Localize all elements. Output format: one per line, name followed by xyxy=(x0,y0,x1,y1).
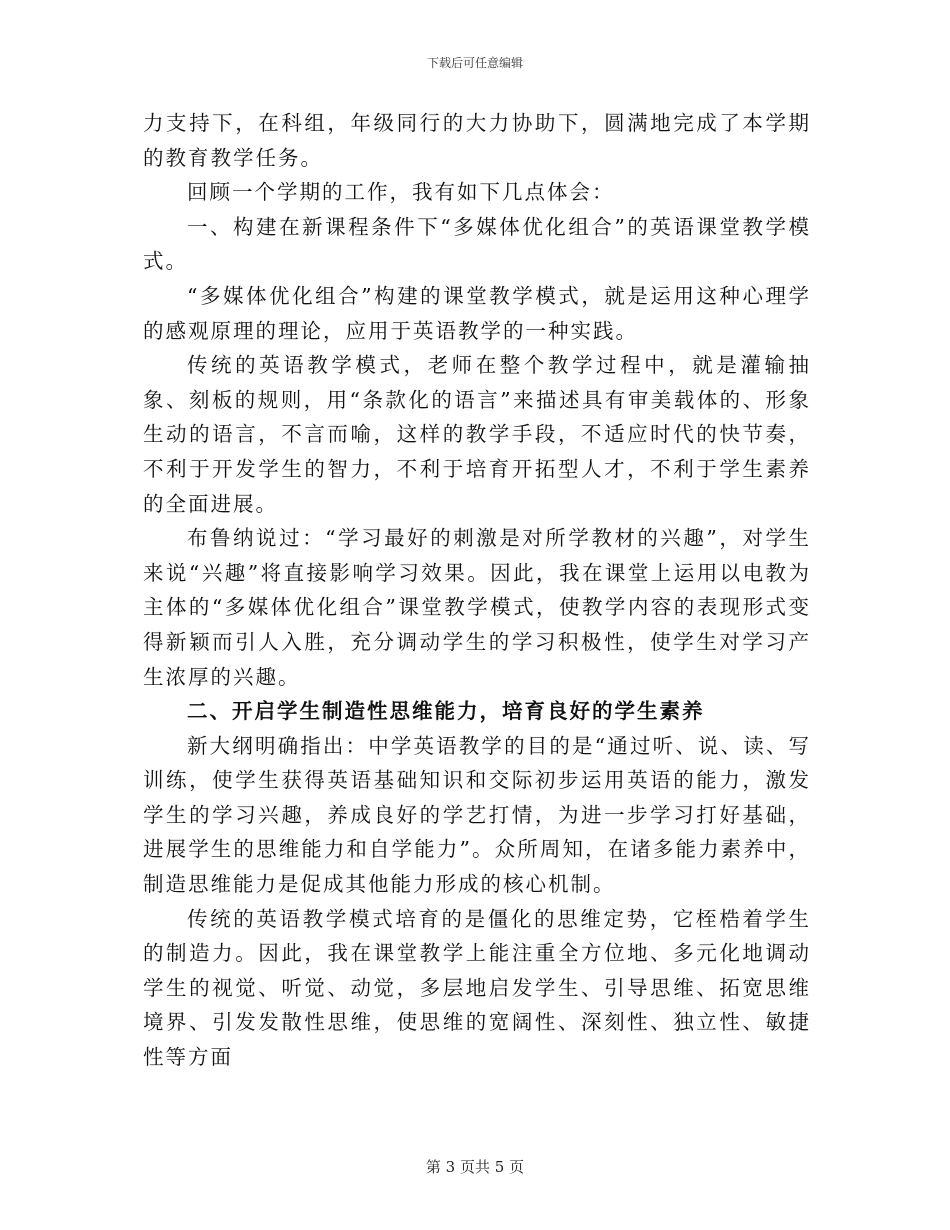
paragraph-creative-thinking: 传统的英语教学模式培育的是僵化的思维定势，它桎梏着学生的制造力。因此，我在课堂教学上能注重全方位地、多元化地调动学生的视觉、听觉、动觉，多层地启发学生、引导思维、拓宽思维境界、引发发散性思维，使思维的宽阔性、深刻性、独立性、敏捷性等方面 xyxy=(143,906,811,1070)
paragraph-multimedia-model: “多媒体优化组合”构建的课堂教学模式，就是运用这种心理学的感观原理的理论，应用于英语教学的一种实践。 xyxy=(143,283,811,343)
section-heading-one: 一、构建在新课程条件下“多媒体优化组合”的英语课堂教学模式。 xyxy=(143,214,811,274)
section-heading-two: 二、开启学生制造性思维能力，培育良好的学生素养 xyxy=(187,699,705,724)
page-header: 下载后可任意编辑 xyxy=(426,56,523,70)
paragraph-continuation: 力支持下，在科组，年级同行的大力协助下，圆满地完成了本学期的教育教学任务。 xyxy=(143,111,811,170)
paragraph-new-syllabus: 新大纲明确指出：中学英语教学的目的是“通过听、说、读、写训练，使学生获得英语基础知识和交际初步运用英语的能力，激发学生的学习兴趣，养成良好的学艺打情，为进一步学习打好基础，进展学生的思维能力和自学能力”。众所周知，在诸多能力素养中，制造思维能力是促成其他能力形成的核心机制。 xyxy=(143,733,811,897)
paragraph-review-intro: 回顾一个学期的工作，我有如下几点体会： xyxy=(187,180,615,205)
paragraph-bruner-quote: 布鲁纳说过：“学习最好的刺激是对所学教材的兴趣”，对学生来说“兴趣”将直接影响学习效果。因此，我在课堂上运用以电教为主体的“多媒体优化组合”课堂教学模式，使教学内容的表现形式变得新颖而引人入胜，充分调动学生的学习积极性，使学生对学习产生浓厚的兴趣。 xyxy=(143,526,811,689)
document-body xyxy=(143,106,811,1075)
paragraph-traditional-model: 传统的英语教学模式，老师在整个教学过程中，就是灌输抽象、刻板的规则，用“条款化的语言”来描述具有审美载体的、形象生动的语言，不言而喻，这样的教学手段，不适应时代的快节奏，不利于开发学生的智力，不利于培育开拓型人才，不利于学生素养的全面进展。 xyxy=(143,353,811,516)
page-footer: 第 3 页共 5 页 xyxy=(425,1158,525,1176)
